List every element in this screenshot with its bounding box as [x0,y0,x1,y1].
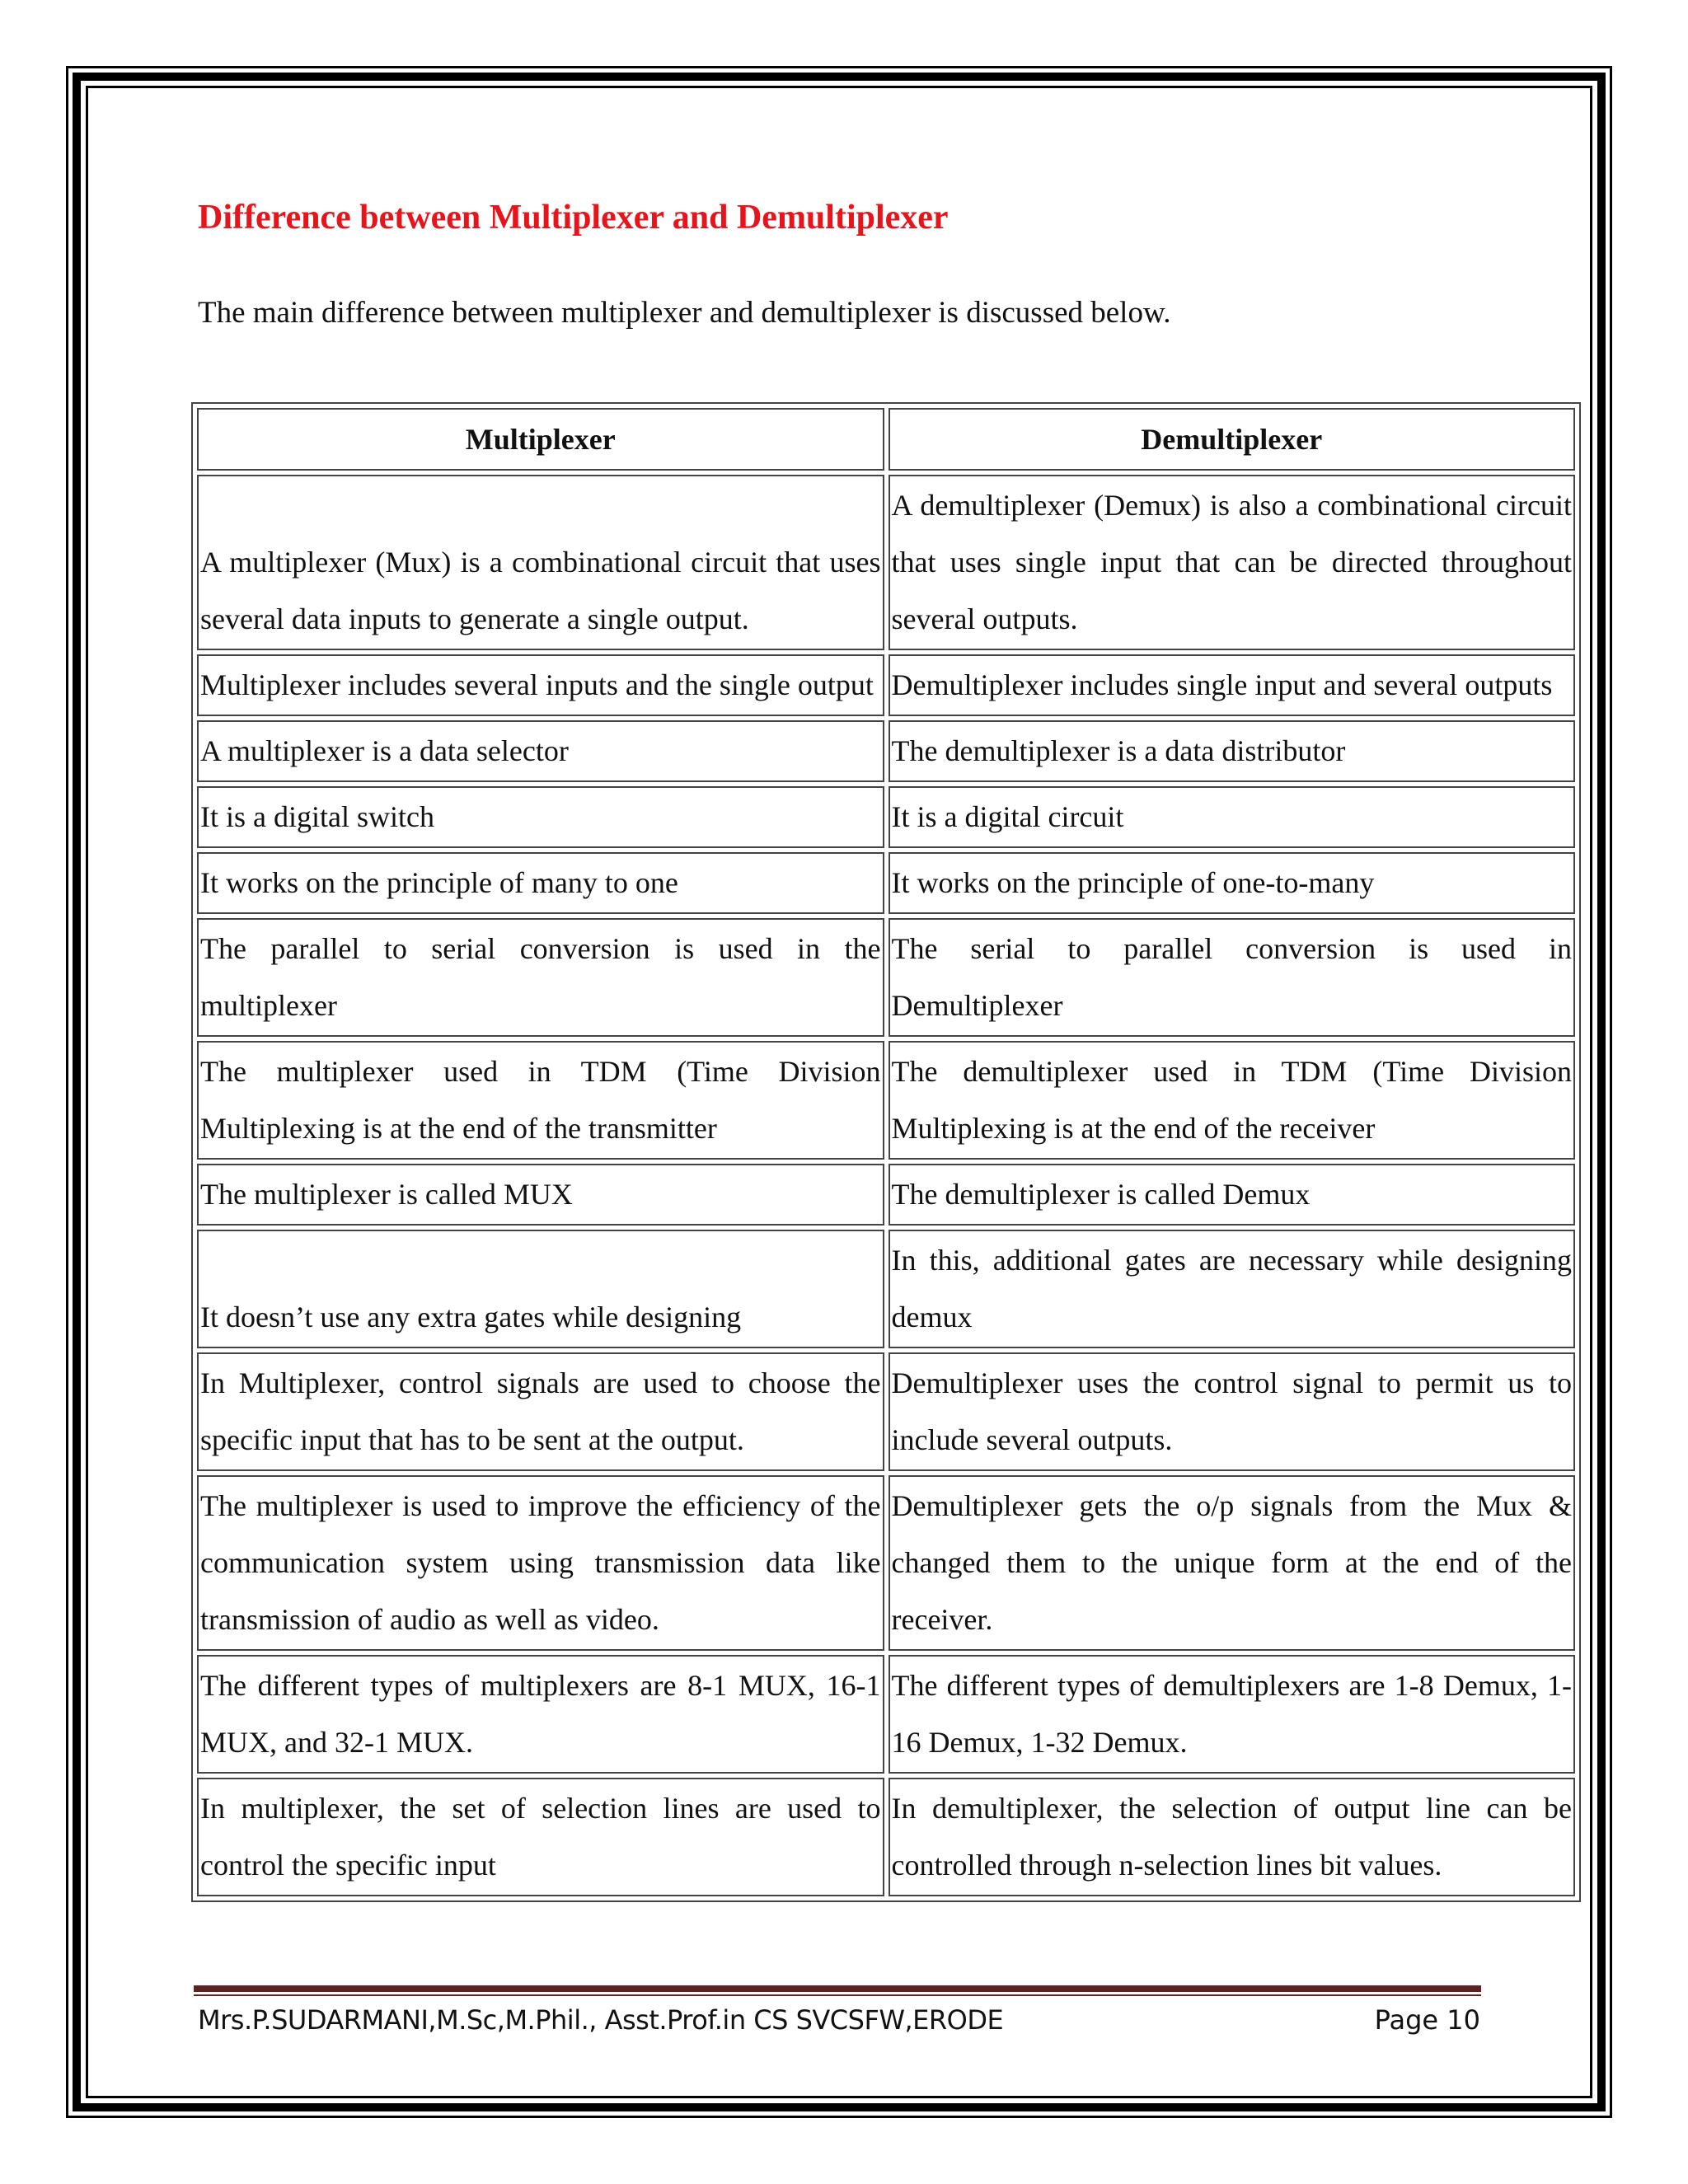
table-row [197,1164,1575,1226]
footer-rule-thin [194,1994,1481,1996]
table-row [197,1778,1575,1896]
intro-paragraph: The main difference between multiplexer and demultiplexer is discussed below. [198,296,1171,330]
cell-demultiplexer: Demultiplexer gets the o/p signals from the Mux & changed them to the unique form at the end of the receiver. [889,1475,1576,1651]
cell-demultiplexer: The demultiplexer used in TDM (Time Division Multiplexing is at the end of the receiver [889,1041,1576,1160]
cell-demultiplexer: Demultiplexer includes single input and several outputs [889,654,1576,716]
comparison-table [191,402,1581,1902]
footer-author: Mrs.P.SUDARMANI,M.Sc,M.Phil., Asst.Prof.in CS SVCSFW,ERODE [198,2004,1004,2036]
header-multiplexer: Multiplexer [197,408,884,471]
cell-demultiplexer: In demultiplexer, the selection of output line can be controlled through n-selection lines bit values. [889,1778,1576,1896]
table-row [197,918,1575,1037]
cell-multiplexer: The multiplexer used in TDM (Time Division Multiplexing is at the end of the transmitter [197,1041,884,1160]
table-row [197,654,1575,716]
table-row [197,475,1575,650]
header-demultiplexer: Demultiplexer [889,408,1576,471]
table-row [197,1230,1575,1348]
page-heading: Difference between Multiplexer and Demultiplexer [198,199,949,237]
cell-demultiplexer: Demultiplexer uses the control signal to permit us to include several outputs. [889,1352,1576,1471]
table-row [197,786,1575,848]
table-row [197,1041,1575,1160]
cell-multiplexer: A multiplexer (Mux) is a combinational circuit that uses several data inputs to generate a single output. [197,475,884,650]
cell-demultiplexer: The demultiplexer is a data distributor [889,720,1576,782]
cell-demultiplexer: In this, additional gates are necessary while designing demux [889,1230,1576,1348]
cell-demultiplexer: A demultiplexer (Demux) is also a combinational circuit that uses single input that can be directed throughout several outputs. [889,475,1576,650]
cell-multiplexer: A multiplexer is a data selector [197,720,884,782]
footer-page-number: Page 10 [1374,2004,1480,2036]
cell-demultiplexer: It works on the principle of one-to-many [889,852,1576,914]
footer-rule-thick [194,1985,1481,1992]
cell-multiplexer: It doesn’t use any extra gates while designing [197,1230,884,1348]
cell-multiplexer: The multiplexer is called MUX [197,1164,884,1226]
cell-demultiplexer: The demultiplexer is called Demux [889,1164,1576,1226]
cell-multiplexer: The different types of multiplexers are 8-1 MUX, 16-1 MUX, and 32-1 MUX. [197,1655,884,1774]
cell-demultiplexer: The different types of demultiplexers are 1-8 Demux, 1-16 Demux, 1-32 Demux. [889,1655,1576,1774]
cell-multiplexer: It is a digital switch [197,786,884,848]
cell-multiplexer: The multiplexer is used to improve the efficiency of the communication system using transmission data like transmission of audio as well as video. [197,1475,884,1651]
cell-multiplexer: The parallel to serial conversion is used in the multiplexer [197,918,884,1037]
table-row [197,1352,1575,1471]
cell-multiplexer: In Multiplexer, control signals are used to choose the specific input that has to be sent at the output. [197,1352,884,1471]
table-row [197,720,1575,782]
table-row [197,852,1575,914]
cell-multiplexer: In multiplexer, the set of selection lines are used to control the specific input [197,1778,884,1896]
table-header-row [197,408,1575,471]
table-row [197,1475,1575,1651]
cell-multiplexer: It works on the principle of many to one [197,852,884,914]
comparison-table-wrapper [191,402,1581,1902]
cell-demultiplexer: The serial to parallel conversion is used in Demultiplexer [889,918,1576,1037]
cell-multiplexer: Multiplexer includes several inputs and the single output [197,654,884,716]
table-row [197,1655,1575,1774]
cell-demultiplexer: It is a digital circuit [889,786,1576,848]
